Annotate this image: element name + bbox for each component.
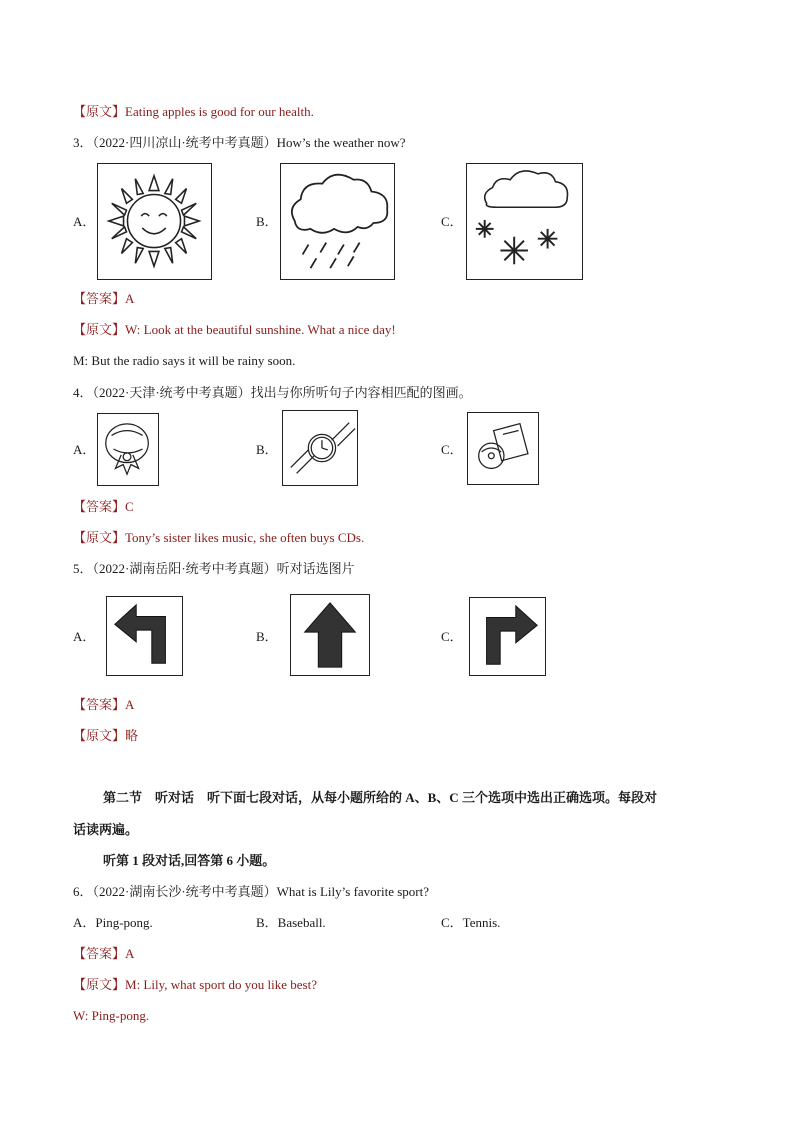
hat-icon [98,414,158,485]
answer-value: A [125,291,135,306]
q4-option-a-label: A． [73,442,96,457]
q4-stem: 4．（2022·天津·统考中考真题）找出与你所听句子内容相匹配的图画。 [73,385,472,400]
q6-original-line2: W: Ping-pong. [73,1008,150,1023]
q4-option-c-label: C． [441,442,463,457]
section2-subheading: 听第 1 段对话,回答第 6 小题。 [103,853,276,868]
q6-stem: 6．（2022·湖南长沙·统考中考真题）What is Lily’s favorite sport? [73,884,430,899]
answer-tag: 【答案】 [73,499,126,514]
original-tag: 【原文】 [73,530,126,545]
q3-option-c-label: C． [441,214,463,229]
q5-option-a-picture[interactable] [106,596,183,676]
section2-heading-line1: 第二节 听对话 听下面七段对话，从每小题所给的 A、B、C 三个选项中选出正确选项。每段对 [103,790,657,805]
watch-icon [283,411,357,485]
original-tag: 【原文】 [73,977,126,992]
q5-option-a-label: A． [73,629,96,644]
q6-original [73,976,317,994]
q5-option-b-label: B． [256,629,278,644]
sun-icon [98,164,211,279]
original-tag: 【原文】 [73,728,126,743]
q6-answer [73,945,134,963]
q4-answer [73,498,134,516]
original-tag: 【原文】 [73,322,126,337]
answer-tag: 【答案】 [73,291,126,306]
q3-option-b-label: B． [256,214,278,229]
q4-original [73,529,364,547]
q2-original [73,103,314,121]
q5-option-c-picture[interactable] [469,597,546,676]
turn-right-arrow-icon [470,598,545,675]
q5-answer [73,696,134,714]
q4-option-b-picture[interactable] [282,410,358,486]
original-text: 略 [125,728,139,743]
section2-heading-line2: 话读两遍。 [73,822,139,837]
q5-stem: 5．（2022·湖南岳阳·统考中考真题）听对话选图片 [73,561,355,576]
q6-option-a[interactable]: A．Ping-pong. [73,915,153,930]
q4-option-c-picture[interactable] [467,412,539,485]
original-text: M: Lily, what sport do you like best? [125,977,317,992]
cd-icon [468,413,538,484]
q4-option-a-picture[interactable] [97,413,159,486]
original-text: W: Look at the beautiful sunshine. What a nice day! [125,322,396,337]
straight-arrow-icon [291,595,369,675]
q3-original [73,321,396,339]
snow-cloud-icon [467,164,582,279]
q5-option-c-label: C． [441,629,463,644]
q6-option-b[interactable]: B．Baseball. [256,915,326,930]
original-text: Eating apples is good for our health. [125,104,314,119]
answer-value: C [125,499,134,514]
answer-tag: 【答案】 [73,697,126,712]
original-text: Tony’s sister likes music, she often buys CDs. [125,530,365,545]
q3-original-line2: M: But the radio says it will be rainy soon. [73,353,296,368]
q3-stem: 3．（2022·四川凉山·统考中考真题）How’s the weather now? [73,135,406,150]
q5-option-b-picture[interactable] [290,594,370,676]
turn-left-arrow-icon [107,597,182,675]
rain-cloud-icon [281,164,394,279]
answer-value: A [125,946,135,961]
q3-option-c-picture[interactable] [466,163,583,280]
original-tag: 【原文】 [73,104,126,119]
q6-option-c[interactable]: C．Tennis. [441,915,501,930]
answer-value: A [125,697,135,712]
q3-option-a-label: A． [73,214,96,229]
q3-answer [73,290,134,308]
q5-original [73,727,138,745]
q3-option-b-picture[interactable] [280,163,395,280]
q4-option-b-label: B． [256,442,278,457]
q3-option-a-picture[interactable] [97,163,212,280]
answer-tag: 【答案】 [73,946,126,961]
